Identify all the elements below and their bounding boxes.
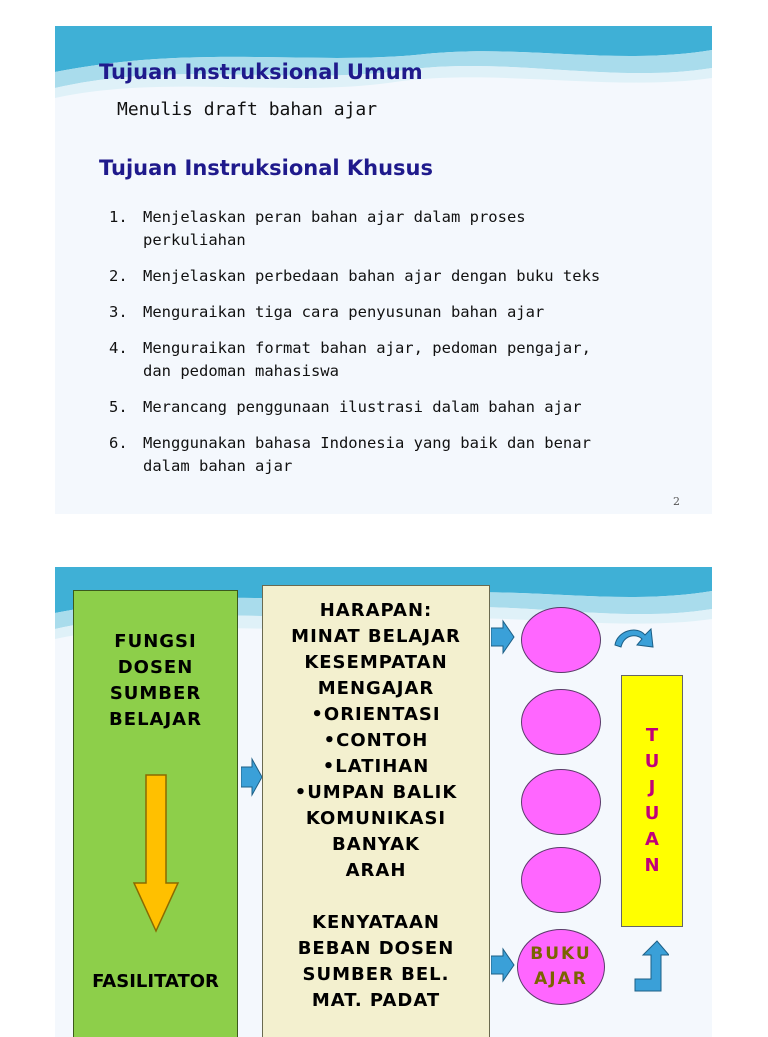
- item-number: 6.: [109, 434, 128, 452]
- curved-arrow-icon: [611, 623, 657, 653]
- list-item: [109, 432, 709, 478]
- item-number: 5.: [109, 398, 128, 416]
- item-text: Menguraikan format bahan ajar, pedoman pengajar, dan pedoman mahasiswa: [143, 339, 591, 380]
- tujuan-box: [621, 675, 683, 927]
- fasilitator-label: FASILITATOR: [92, 971, 219, 992]
- item-text: Menjelaskan perbedaan bahan ajar dengan buku teks: [143, 267, 601, 285]
- slide-objectives: [55, 26, 712, 514]
- right-arrow-icon: [241, 757, 263, 797]
- magenta-circle: [521, 847, 601, 913]
- item-number: 3.: [109, 303, 128, 321]
- fungsi-dosen-text: FUNGSI DOSEN SUMBER BELAJAR: [109, 631, 202, 730]
- tujuan-letter: T: [645, 725, 659, 746]
- magenta-circle: [521, 607, 601, 673]
- item-number: 1.: [109, 208, 128, 226]
- item-text: Merancang penggunaan ilustrasi dalam bahan ajar: [143, 398, 582, 416]
- list-item: [109, 301, 709, 324]
- tujuan-letter: U: [644, 803, 660, 824]
- magenta-circle: [521, 769, 601, 835]
- page-number: 2: [673, 495, 680, 508]
- list-item: [109, 337, 709, 383]
- tujuan-letter: A: [645, 829, 659, 850]
- item-number: 4.: [109, 339, 128, 357]
- list-item: [109, 206, 709, 252]
- tiu-heading: Tujuan Instruksional Umum: [99, 60, 423, 84]
- magenta-circle: [521, 689, 601, 755]
- item-text: Menguraikan tiga cara penyusunan bahan ajar: [143, 303, 545, 321]
- tujuan-letter: N: [644, 855, 660, 876]
- objectives-list: [109, 206, 709, 491]
- item-text: Menjelaskan peran bahan ajar dalam proses perkuliahan: [143, 208, 526, 249]
- tik-heading: Tujuan Instruksional Khusus: [99, 156, 434, 180]
- harapan-kenyataan-box: [262, 585, 490, 1037]
- tujuan-letter: J: [648, 777, 656, 798]
- buku-ajar-circle: [517, 929, 605, 1005]
- down-arrow-icon: [132, 773, 180, 933]
- fungsi-dosen-box: [73, 590, 238, 1037]
- tujuan-letter: U: [644, 751, 660, 772]
- tiu-text: Menulis draft bahan ajar: [117, 99, 378, 120]
- list-item: [109, 265, 709, 288]
- item-number: 2.: [109, 267, 128, 285]
- item-text: Menggunakan bahasa Indonesia yang baik dan benar dalam bahan ajar: [143, 434, 591, 475]
- ajar-label: AJAR: [534, 969, 588, 989]
- buku-label: BUKU: [530, 944, 592, 964]
- list-item: [109, 396, 709, 419]
- slide-diagram: [55, 567, 712, 1037]
- up-arrow-icon: [633, 939, 669, 993]
- right-arrow-icon: [491, 619, 515, 655]
- harapan-kenyataan-text: HARAPAN: MINAT BELAJAR KESEMPATAN MENGAJAR •ORIENTASI •CONTOH •LATIHAN •UMPAN BALIK KOMUNIKASI BANYAK ARAH KENYATAAN BEBAN DOSEN SUMBER BEL. MAT. PADAT: [291, 600, 461, 1011]
- right-arrow-icon: [491, 947, 515, 983]
